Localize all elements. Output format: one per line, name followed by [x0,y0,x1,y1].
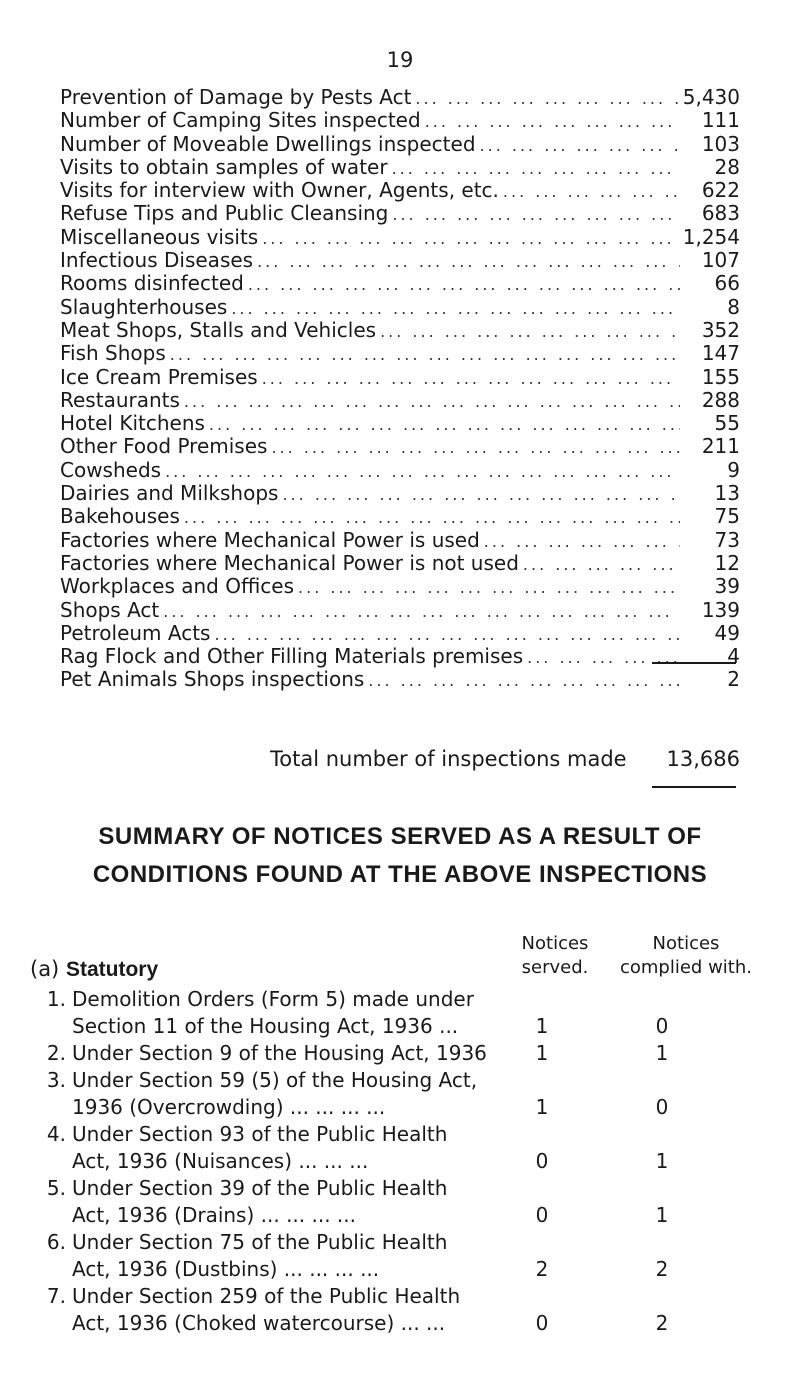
inspection-row [60,133,740,156]
notice-text [72,986,552,1040]
inspection-value: 155 [701,365,740,389]
notice-text-line: Act, 1936 (Dustbins) ... ... ... ... [72,1257,380,1281]
inspection-label: Rooms disinfected [60,272,244,296]
notice-number: 7. [46,1284,66,1308]
inspection-label: Slaughterhouses [60,295,228,319]
inspection-value: 147 [701,342,740,366]
leader-dots [298,576,680,598]
notice-text [72,1040,552,1067]
inspection-row [60,622,740,645]
inspections-list [60,86,740,692]
inspection-value: 75 [714,505,740,529]
inspection-label: Fish Shops [60,342,166,366]
notice-row [30,1283,770,1337]
notice-text-line: Under Section 93 of the Public Health [72,1122,448,1146]
notice-text-line: Under Section 39 of the Public Health [72,1176,448,1200]
notice-served-count: 0 [535,1203,549,1227]
inspection-label: Number of Camping Sites inspected [60,109,421,133]
notice-row [30,986,770,1040]
inspection-value: 4 [727,645,740,669]
notice-complied-count: 0 [655,1095,669,1119]
summary-heading-line2: CONDITIONS FOUND AT THE ABOVE INSPECTIONS [92,861,708,888]
summary-heading [40,818,760,894]
inspection-label: Miscellaneous visits [60,225,259,249]
inspection-row [60,366,740,389]
notice-text-line: 1936 (Overcrowding) ... ... ... ... [72,1095,386,1119]
inspection-value: 2 [727,668,740,692]
inspection-row [60,86,740,109]
inspection-label: Infectious Diseases [60,249,254,273]
notice-complied-count: 1 [655,1041,669,1065]
leader-dots [484,530,680,552]
inspection-value: 683 [701,202,740,226]
inspection-label: Workplaces and Offices [60,575,295,599]
section-statutory [30,957,158,982]
total-rule-bottom [652,786,736,788]
leader-dots [262,367,680,389]
inspection-row [60,482,740,505]
leader-dots [380,320,680,342]
notice-text-line: Under Section 259 of the Public Health [72,1284,461,1308]
inspection-row [60,412,740,435]
notice-text-line: Act, 1936 (Choked watercourse) ... ... [72,1311,446,1335]
notice-number: 3. [46,1068,66,1092]
leader-dots [392,157,680,179]
inspection-value: 352 [701,318,740,342]
leader-dots [231,297,680,319]
notice-complied-count: 2 [655,1257,669,1281]
leader-dots [248,273,680,295]
total-row [270,747,740,771]
inspection-label: Factories where Mechanical Power is not used [60,551,519,575]
inspection-value: 9 [727,458,740,482]
leader-dots [257,250,680,272]
inspection-value: 55 [714,412,740,436]
leader-dots [392,203,680,225]
inspection-value: 5,430 [682,86,740,109]
leader-dots [170,343,680,365]
notice-text-line: Demolition Orders (Form 5) made under [72,987,474,1011]
inspection-row [60,249,740,272]
notice-served-count: 0 [535,1149,549,1173]
leader-dots [282,483,680,505]
notice-row [30,1040,770,1067]
total-rule-top [652,662,736,664]
inspection-value: 622 [701,179,740,203]
leader-dots [527,646,680,668]
leader-dots [425,110,680,132]
inspection-label: Hotel Kitchens [60,412,205,436]
inspection-label: Petroleum Acts [60,621,211,645]
notice-text-line: Under Section 9 of the Housing Act, 1936 [72,1041,487,1065]
inspection-row [60,109,740,132]
summary-heading-line1: SUMMARY OF NOTICES SERVED AS A RESULT OF [98,823,702,850]
notice-number: 5. [46,1176,66,1200]
leader-dots [368,669,680,691]
inspection-label: Visits for interview with Owner, Agents, etc. [60,179,499,203]
notice-text [72,1121,552,1175]
notice-text-line: Under Section 75 of the Public Health [72,1230,448,1254]
leader-dots [262,227,679,249]
leader-dots [415,87,678,109]
leader-dots [503,180,680,202]
inspection-label: Cowsheds [60,458,162,482]
inspection-label: Factories where Mechanical Power is used [60,528,480,552]
inspection-value: 28 [714,155,740,179]
inspection-label: Prevention of Damage by Pests Act [60,86,412,109]
inspection-row [60,156,740,179]
notice-complied-count: 1 [655,1149,669,1173]
column-served-line2: served. [521,957,589,978]
inspection-row [60,459,740,482]
notice-served-count: 2 [535,1257,549,1281]
inspection-value: 139 [701,598,740,622]
notice-complied-count: 2 [655,1311,669,1335]
inspection-row [60,202,740,225]
inspection-row [60,552,740,575]
inspection-label: Refuse Tips and Public Cleansing [60,202,389,226]
inspection-row [60,226,740,249]
inspection-label: Bakehouses [60,505,180,529]
inspection-label: Ice Cream Premises [60,365,258,389]
notice-row [30,1229,770,1283]
inspection-value: 13 [714,482,740,506]
column-served-line1: Notices [521,933,589,954]
inspection-row [60,599,740,622]
inspection-value: 103 [701,132,740,156]
notice-served-count: 1 [535,1014,549,1038]
total-value: 13,686 [666,747,740,771]
inspection-value: 211 [701,435,740,459]
column-header-complied [616,932,756,980]
notice-complied-count: 1 [655,1203,669,1227]
leader-dots [214,623,680,645]
column-complied-line2: complied with. [619,957,752,978]
inspection-row [60,272,740,295]
notice-row [30,1121,770,1175]
inspection-value: 8 [727,295,740,319]
inspection-value: 12 [714,551,740,575]
total-label: Total number of inspections made [270,747,627,771]
notice-text [72,1175,552,1229]
inspection-row [60,319,740,342]
leader-dots [184,390,680,412]
inspection-row [60,505,740,528]
inspection-value: 111 [701,109,740,133]
notice-served-count: 0 [535,1311,549,1335]
inspection-row [60,668,740,691]
notice-served-count: 1 [535,1041,549,1065]
inspection-value: 66 [714,272,740,296]
inspection-label: Visits to obtain samples of water [60,155,388,179]
inspection-row [60,435,740,458]
inspection-label: Pet Animals Shops inspections [60,668,365,692]
notice-number: 6. [46,1230,66,1254]
column-header-served [500,932,610,980]
notice-served-count: 1 [535,1095,549,1119]
inspection-row [60,645,740,668]
inspection-label: Rag Flock and Other Filling Materials premises [60,645,524,669]
leader-dots [209,413,680,435]
notice-text [72,1283,552,1337]
inspection-label: Restaurants [60,388,180,412]
inspection-label: Number of Moveable Dwellings inspected [60,132,476,156]
leader-dots [163,600,680,622]
inspection-row [60,342,740,365]
notice-text-line: Under Section 59 (5) of the Housing Act, [72,1068,478,1092]
inspection-value: 73 [714,528,740,552]
inspection-value: 1,254 [682,225,740,249]
notice-number: 1. [46,987,66,1011]
page-number: 19 [386,48,414,72]
notice-text-line: Act, 1936 (Drains) ... ... ... ... [72,1203,356,1227]
inspection-value: 107 [701,249,740,273]
section-title: Statutory [65,958,159,981]
notice-number: 2. [46,1041,66,1065]
notice-text-line: Section 11 of the Housing Act, 1936 ... [72,1014,459,1038]
notice-complied-count: 0 [655,1014,669,1038]
leader-dots [184,506,680,528]
section-marker: (a) [30,957,60,981]
notice-text [72,1067,552,1121]
notice-row [30,1067,770,1121]
notice-text [72,1229,552,1283]
leader-dots [165,460,680,482]
leader-dots [271,436,680,458]
inspection-row [60,575,740,598]
inspection-value: 288 [701,388,740,412]
inspection-value: 49 [714,621,740,645]
leader-dots [480,134,680,156]
inspection-row [60,389,740,412]
inspection-label: Shops Act [60,598,160,622]
notices-list [30,986,770,1337]
inspection-row [60,529,740,552]
inspection-row [60,179,740,202]
inspection-label: Other Food Premises [60,435,268,459]
inspection-label: Meat Shops, Stalls and Vehicles [60,318,377,342]
inspection-value: 39 [714,575,740,599]
column-complied-line1: Notices [652,933,720,954]
notice-text-line: Act, 1936 (Nuisances) ... ... ... [72,1149,369,1173]
inspection-label: Dairies and Milkshops [60,482,279,506]
inspection-row [60,296,740,319]
leader-dots [523,553,680,575]
notice-row [30,1175,770,1229]
notice-number: 4. [46,1122,66,1146]
